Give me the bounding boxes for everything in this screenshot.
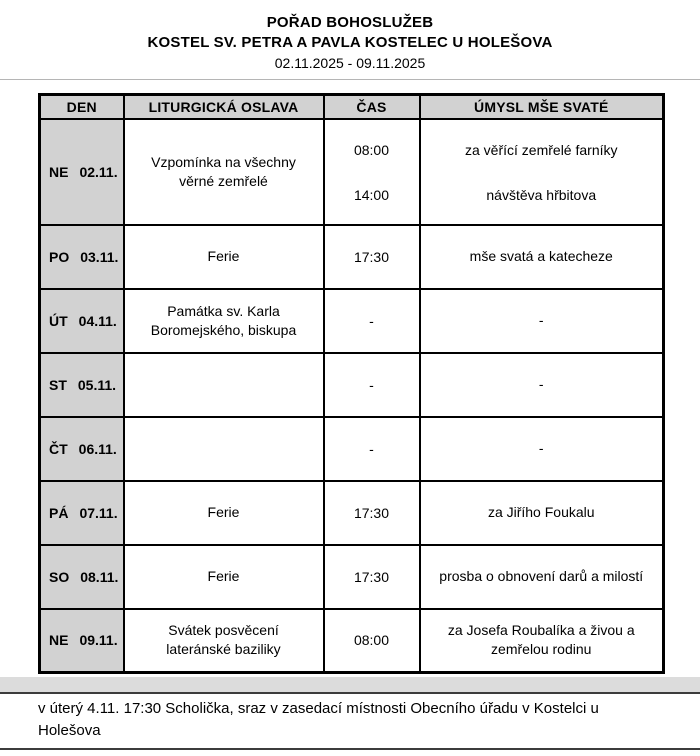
column-header-oslava: LITURGICKÁ OSLAVA — [124, 95, 324, 119]
celebration-cell — [124, 289, 324, 353]
intention-cell: mše svatá a katecheze — [420, 225, 664, 289]
footer-note: v úterý 4.11. 17:30 Scholička, sraz v zasedací místnosti Obecního úřadu v Kostelci u Holešova — [38, 700, 599, 739]
day-date: 07.11. — [79, 504, 118, 521]
day-cell — [40, 225, 124, 289]
day-cell — [40, 353, 124, 417]
table-row — [40, 545, 664, 609]
day-abbr: PÁ — [49, 504, 69, 521]
day-cell — [40, 481, 124, 545]
intention-value: za věřící zemřelé farníky — [465, 141, 618, 158]
page-title: POŘAD BOHOSLUŽEB — [266, 14, 434, 31]
column-header-cas: ČAS — [324, 95, 420, 119]
table-row — [40, 119, 664, 225]
time-cell: 17:30 — [324, 481, 420, 545]
celebration-cell — [124, 417, 324, 481]
day-cell — [40, 545, 124, 609]
celebration-cell — [124, 609, 324, 673]
celebration-text: Ferie — [207, 248, 240, 264]
day-date: 09.11. — [79, 632, 118, 649]
document-header — [0, 0, 700, 80]
celebration-text: Památka sv. Karla Boromejského, biskupa — [150, 302, 297, 338]
day-abbr: NE — [49, 163, 69, 180]
table-header-row — [40, 95, 664, 119]
celebration-text: Vzpomínka na všechny věrné zemřelé — [151, 153, 296, 189]
table-row — [40, 353, 664, 417]
footer-note-box — [0, 692, 700, 750]
time-value: 14:00 — [353, 187, 390, 203]
celebration-cell — [124, 545, 324, 609]
intention-cell: za Josefa Roubalíka a živou a zemřelou rodinu — [420, 609, 664, 673]
day-cell — [40, 289, 124, 353]
intention-value: návštěva hřbitova — [486, 186, 597, 203]
day-abbr: ÚT — [49, 312, 68, 329]
celebration-text: Ferie — [207, 568, 240, 584]
day-date: 02.11. — [79, 163, 118, 180]
schedule-table — [38, 93, 665, 674]
time-cell — [324, 119, 420, 225]
intention-cell: - — [420, 353, 664, 417]
time-cell: - — [324, 289, 420, 353]
day-date: 05.11. — [77, 376, 117, 393]
intention-cell: - — [420, 417, 664, 481]
date-range: 02.11.2025 - 09.11.2025 — [274, 55, 426, 71]
column-header-umysl: ÚMYSL MŠE SVATÉ — [420, 95, 664, 119]
intention-cell: prosba o obnovení darů a milostí — [420, 545, 664, 609]
table-row — [40, 289, 664, 353]
celebration-cell — [124, 481, 324, 545]
day-abbr: NE — [49, 632, 69, 649]
table-row — [40, 225, 664, 289]
intention-cell: za Jiřího Foukalu — [420, 481, 664, 545]
table-row — [40, 609, 664, 673]
intention-cell — [420, 119, 664, 225]
time-cell: 08:00 — [324, 609, 420, 673]
day-date: 04.11. — [78, 312, 117, 329]
time-cell: - — [324, 417, 420, 481]
footer-band — [0, 677, 700, 692]
time-value: 08:00 — [353, 142, 390, 158]
day-abbr: SO — [49, 568, 70, 585]
day-abbr: PO — [49, 248, 70, 265]
day-date: 08.11. — [80, 568, 119, 585]
day-date: 06.11. — [78, 440, 117, 457]
time-cell: 17:30 — [324, 225, 420, 289]
time-cell: - — [324, 353, 420, 417]
intention-cell: - — [420, 289, 664, 353]
day-abbr: ČT — [49, 440, 68, 457]
day-cell — [40, 609, 124, 673]
day-cell — [40, 417, 124, 481]
time-cell: 17:30 — [324, 545, 420, 609]
header-divider — [0, 79, 700, 80]
day-cell — [40, 119, 124, 225]
day-date: 03.11. — [80, 248, 119, 265]
table-row — [40, 481, 664, 545]
celebration-cell — [124, 119, 324, 225]
celebration-cell — [124, 353, 324, 417]
celebration-text: Ferie — [207, 504, 240, 520]
page-subtitle: KOSTEL SV. PETRA A PAVLA KOSTELEC U HOLEŠOVA — [147, 34, 553, 51]
celebration-text: Svátek posvěcení lateránské baziliky — [166, 622, 281, 658]
celebration-cell — [124, 225, 324, 289]
table-row — [40, 417, 664, 481]
column-header-den: DEN — [40, 95, 124, 119]
day-abbr: ST — [49, 376, 67, 393]
